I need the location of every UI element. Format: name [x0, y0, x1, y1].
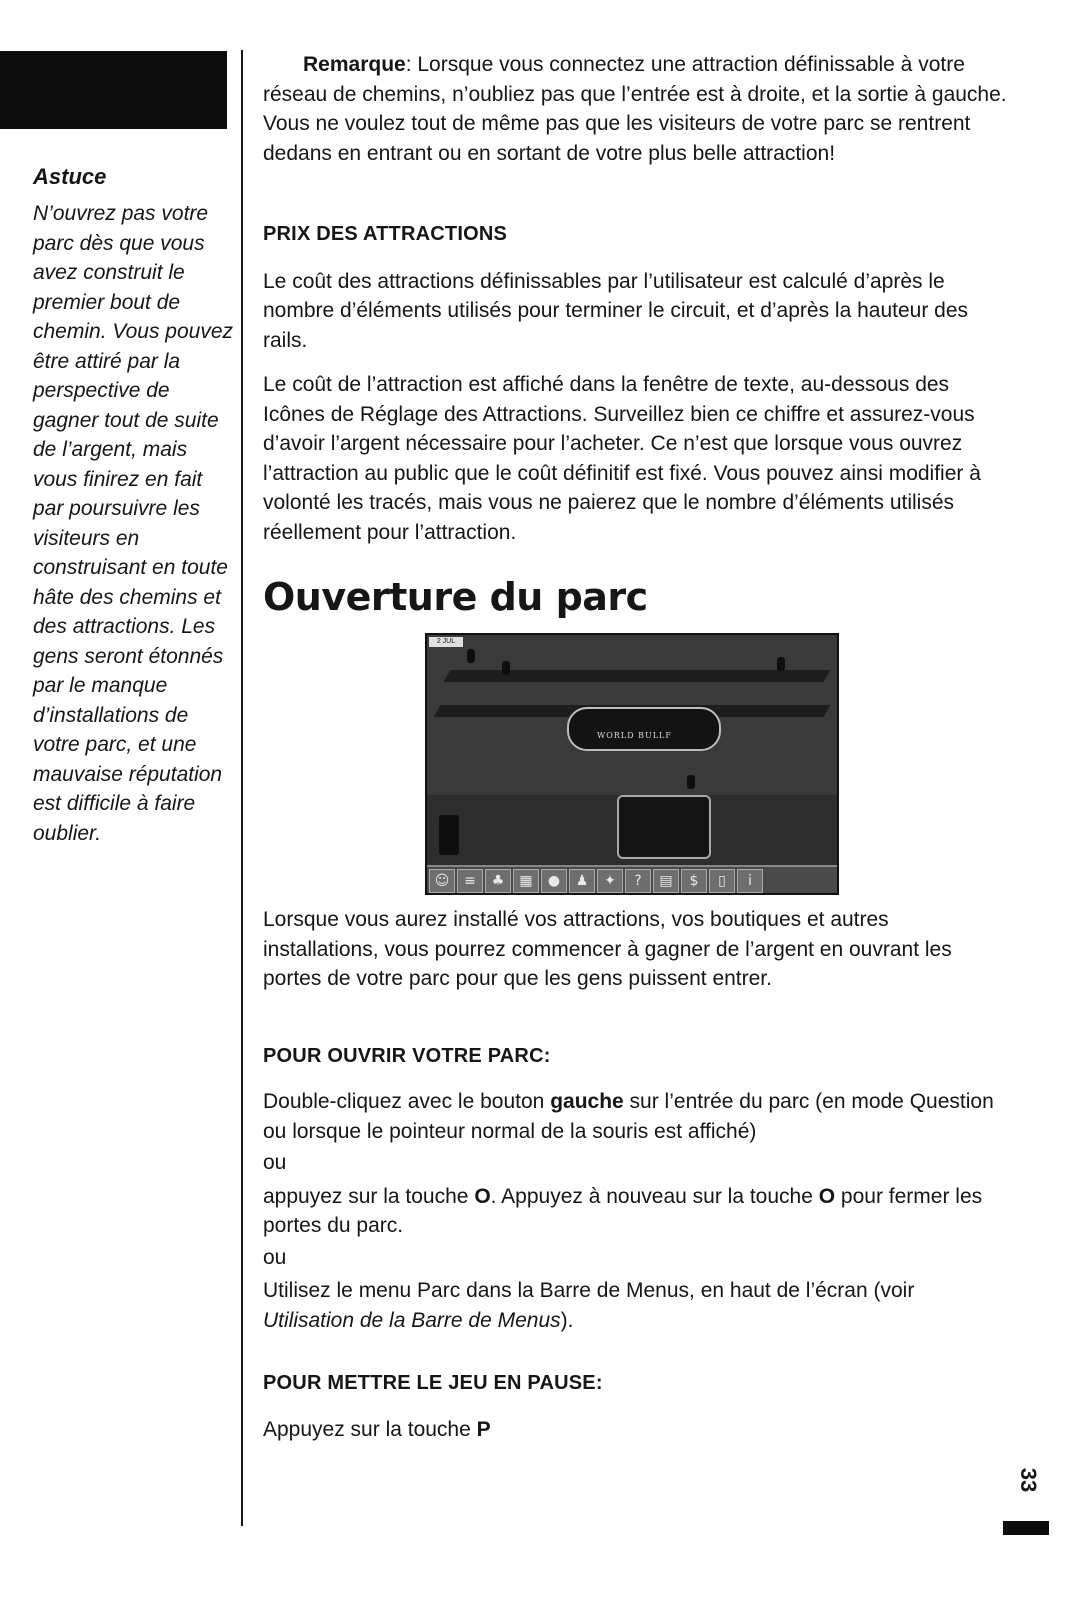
- pause-text: [263, 1415, 1008, 1445]
- note-label: Remarque: [303, 53, 406, 76]
- info-icon: i: [737, 869, 763, 893]
- pause-instruction: Appuyez sur la touche: [263, 1417, 477, 1441]
- open-step-2-mid: . Appuyez à nouveau sur la touche: [490, 1184, 819, 1208]
- section-title: Ouverture du parc: [263, 575, 648, 619]
- open-step-2-text: appuyez sur la touche: [263, 1184, 475, 1208]
- open-step-3-rest: ).: [560, 1308, 574, 1332]
- balloon-icon: ●: [541, 869, 567, 893]
- park-banner-text: WORLD BULLF: [597, 731, 672, 740]
- section-intro: Lorsque vous aurez installé vos attractions, vos boutiques et autres installations, vous pourrez commencer à gagner de l’argent en ouvrant les portes de votre parc pour que les gens puissent entrer.: [263, 908, 952, 990]
- column-divider: [241, 50, 243, 1526]
- main-column: [263, 50, 1008, 1444]
- map-icon: ▤: [653, 869, 679, 893]
- sparkle-icon: ✦: [597, 869, 623, 893]
- key-o: O: [474, 1184, 491, 1208]
- open-step-1-rest: sur l’entrée du parc (en mode Question ou lorsque le pointeur normal de la souris est affiché): [263, 1090, 994, 1143]
- open-step-1-text: Double-cliquez avec le bouton: [263, 1090, 551, 1113]
- note-paragraph: [263, 50, 1008, 168]
- money-icon: $: [681, 869, 707, 893]
- open-step-2: [263, 1182, 1008, 1241]
- game-screenshot: [425, 633, 839, 895]
- tip-sidebar: [33, 163, 233, 848]
- shop-icon: ▦: [513, 869, 539, 893]
- or-separator: ou: [263, 1151, 287, 1174]
- visitor-icon: [777, 657, 785, 671]
- tree-icon: ♣: [485, 869, 511, 893]
- key-o: O: [818, 1184, 836, 1208]
- open-park-heading: POUR OUVRIR VOTRE PARC:: [263, 1044, 551, 1067]
- or-separator: ou: [263, 1245, 287, 1269]
- visitor-icon: [502, 661, 510, 675]
- header-black-tab: [0, 51, 227, 129]
- open-step-3: [263, 1276, 1008, 1335]
- key-p: P: [476, 1417, 491, 1441]
- question-icon: ?: [625, 869, 651, 893]
- game-toolbar: [427, 865, 837, 893]
- visitor-icon: [467, 649, 475, 663]
- bus-icon: [617, 795, 711, 859]
- note-text: : Lorsque vous connectez une attraction définissable à votre réseau de chemins, n’oubliez pas que l’entrée est à droite, et la sortie à gauche. Vous ne voulez tout de même pas que les visiteurs de votre parc se rentrent dedans en entrant ou en sortant de votre plus belle attraction!: [263, 53, 1007, 165]
- visitor-icon: [439, 815, 459, 855]
- page-number-text: 33: [1016, 1467, 1041, 1493]
- tip-title: Astuce: [33, 164, 107, 189]
- fence-icon: ≡: [457, 869, 483, 893]
- prix-heading: PRIX DES ATTRACTIONS: [263, 223, 508, 245]
- menu-bar-reference: Utilisation de la Barre de Menus: [263, 1308, 561, 1332]
- prix-paragraph-1: Le coût des attractions définissables par l’utilisateur est calculé d’après le nombre d’éléments utilisés pour terminer le circuit, et d’après la hauteur des rails.: [263, 269, 969, 352]
- left-button-emphasis: gauche: [550, 1090, 624, 1113]
- open-step-2-rest: pour fermer les portes du parc.: [263, 1184, 983, 1237]
- prix-paragraph-2: Le coût de l’attraction est affiché dans la fenêtre de texte, au-dessous des Icônes de Réglage des Attractions. Surveillez bien ce chiffre et assurez-vous d’avoir l’argent nécessaire pour l’acheter. Ce n’est que lorsque vous ouvrez l’attraction au public que le coût définitif est fixé. Vous pouvez ainsi modifier à volonté les tracés, mais vous ne paierez que le nombre d’éléments utilisés réellement pour l’attraction.: [263, 373, 981, 544]
- guard-icon: ♟: [569, 869, 595, 893]
- open-step-1: [263, 1087, 1008, 1146]
- open-step-3-text: Utilisez le menu Parc dans la Barre de Menus, en haut de l’écran (voir: [263, 1279, 915, 1302]
- page-marker-bar: [1003, 1521, 1049, 1535]
- visitor-icon: [687, 775, 695, 789]
- pause-heading: POUR METTRE LE JEU EN PAUSE:: [263, 1372, 603, 1394]
- door-icon: ▯: [709, 869, 735, 893]
- person-icon: ☺: [429, 869, 455, 893]
- tip-text: N’ouvrez pas votre parc dès que vous avez construit le premier bout de chemin. Vous pouvez être attiré par la perspective de gagner tout de suite de l’argent, mais vous finirez en fait par poursuivre les visiteurs en construisant en toute hâte des chemins et des attractions. Les gens seront étonnés par le manque d’installations de votre parc, et une mauvaise réputation est difficile à faire oublier.: [33, 202, 234, 845]
- page-number: [1006, 1462, 1050, 1498]
- date-readout: 2 JUL: [429, 637, 463, 647]
